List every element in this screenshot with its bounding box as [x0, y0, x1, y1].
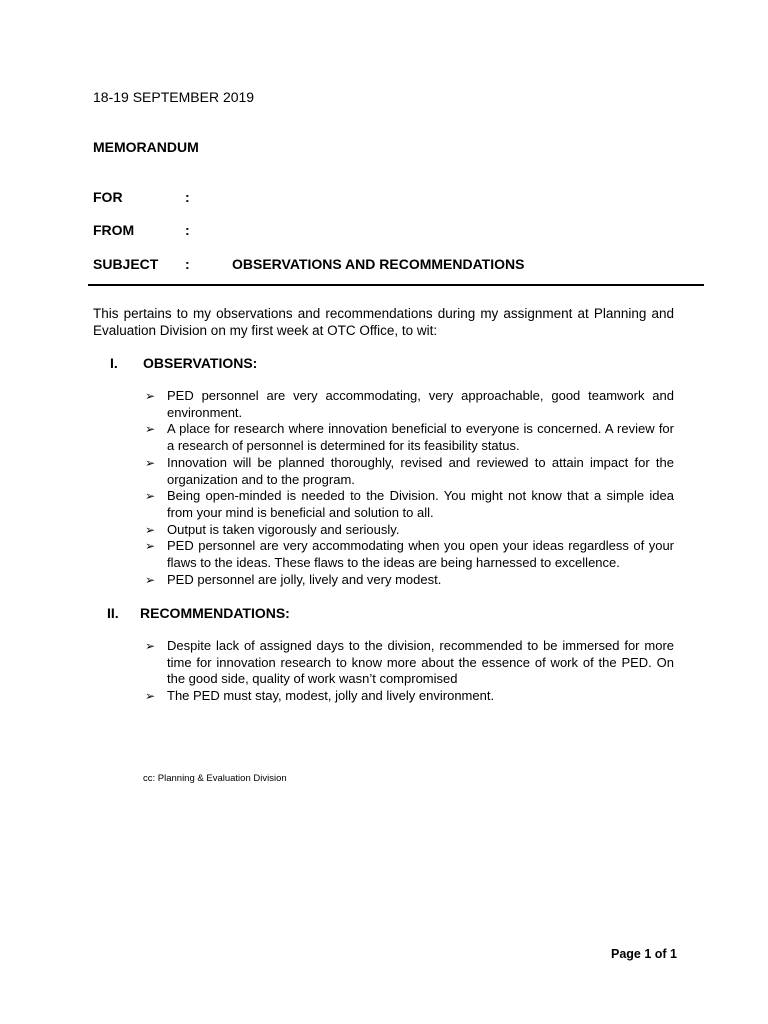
intro-paragraph: This pertains to my observations and recommendations during my assignment at Planning and Evaluation Division on my first week at OTC Office, to wit: [93, 306, 674, 338]
section-title: OBSERVATIONS: [143, 355, 258, 371]
arrowhead-bullet-icon: ➢ [145, 572, 156, 587]
list-item-text: Being open-minded is needed to the Division. You might not know that a simple idea from your mind is beneficial and solution to all. [167, 488, 674, 520]
arrowhead-bullet-icon: ➢ [145, 455, 156, 470]
from-colon: : [185, 222, 190, 238]
cc-line: cc: Planning & Evaluation Division [143, 773, 287, 784]
subject-value: OBSERVATIONS AND RECOMMENDATIONS [232, 256, 525, 272]
list-item-text: Output is taken vigorously and seriously. [167, 521, 400, 537]
section-title: RECOMMENDATIONS: [140, 605, 290, 621]
for-colon: : [185, 189, 190, 205]
list-item-text: A place for research where innovation beneficial to everyone is concerned. A review for a research of personnel is determined for its feasibility status. [167, 421, 674, 454]
list-item-text: PED personnel are very accommodating when you open your ideas regardless of your flaws to the ideas. These flaws to the ideas are being harnessed to excellence. [167, 538, 674, 571]
memo-title: MEMORANDUM [93, 139, 199, 155]
arrowhead-bullet-icon: ➢ [145, 422, 156, 437]
arrowhead-bullet-icon: ➢ [145, 489, 156, 504]
list-item [145, 455, 674, 488]
list-item-text: Innovation will be planned thoroughly, revised and reviewed to attain impact for the organization and to the program. [167, 454, 674, 487]
arrowhead-bullet-icon: ➢ [145, 389, 156, 403]
subject-colon: : [185, 256, 190, 272]
arrowhead-bullet-icon: ➢ [145, 522, 156, 537]
list-item-text: Despite lack of assigned days to the division, recommended to be immersed for more time for innovation research to know more about the essence of work of the PED. On the good side, quality of work wasn’t compromised [167, 638, 674, 687]
arrowhead-bullet-icon: ➢ [145, 539, 156, 554]
section-numeral: I. [110, 355, 118, 371]
recommendations-list [145, 638, 674, 705]
arrowhead-bullet-icon: ➢ [145, 639, 156, 653]
memo-date: 18-19 SEPTEMBER 2019 [93, 89, 255, 105]
list-item-text: The PED must stay, modest, jolly and lively environment. [167, 688, 495, 704]
list-item [145, 538, 674, 571]
page-number: Page 1 of 1 [611, 947, 677, 961]
list-item-text: PED personnel are jolly, lively and very modest. [167, 571, 442, 587]
list-item [145, 388, 674, 421]
arrowhead-bullet-icon: ➢ [145, 689, 156, 704]
list-item [145, 572, 674, 589]
list-item [145, 688, 674, 705]
from-label: FROM [93, 222, 135, 238]
list-item [145, 638, 674, 688]
subject-label: SUBJECT [93, 256, 159, 272]
list-item [145, 522, 674, 539]
list-item-text: PED personnel are very accommodating, very approachable, good teamwork and environment. [167, 388, 674, 420]
list-item [145, 488, 674, 521]
header-divider [88, 284, 704, 286]
observations-list [145, 388, 674, 588]
for-label: FOR [93, 189, 123, 205]
list-item [145, 421, 674, 454]
section-numeral: II. [107, 605, 119, 621]
